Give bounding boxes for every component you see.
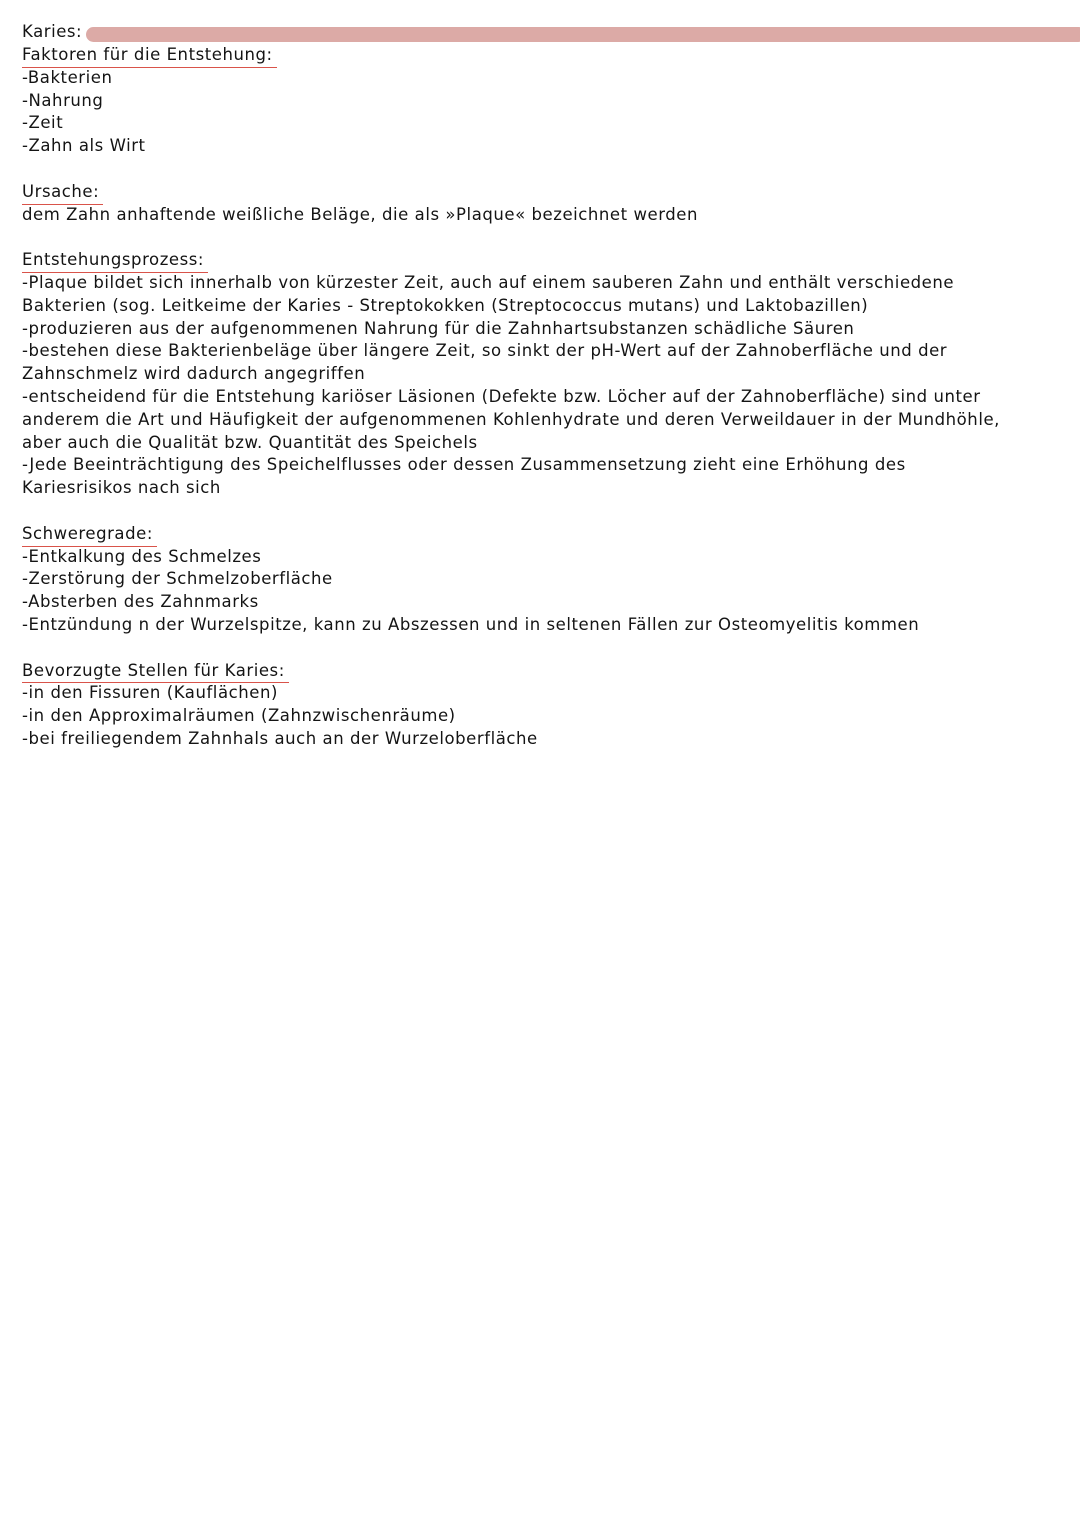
- list-item: -in den Fissuren (Kauflächen): [22, 683, 278, 703]
- entstehungsprozess-heading-row: [22, 249, 1062, 272]
- text-line: -Jede Beeinträchtigung des Speichelflusses oder dessen Zusammensetzung zieht eine Erhöhung des: [22, 455, 906, 475]
- schweregrade-heading: Schweregrade:: [22, 523, 157, 547]
- title-highlight-bar: [86, 27, 1080, 42]
- list-item: -Zeit: [22, 113, 64, 133]
- text-line: -bestehen diese Bakterienbeläge über längere Zeit, so sinkt der pH-Wert auf der Zahnoberfläche und der: [22, 341, 948, 361]
- title-row: [22, 20, 1062, 44]
- text-line: -entscheidend für die Entstehung kariöser Läsionen (Defekte bzw. Löcher auf der Zahnoberfläche) sind unter: [22, 386, 981, 406]
- list-item: -Entkalkung des Schmelzes: [22, 546, 262, 566]
- list-item: -Bakterien: [22, 67, 113, 87]
- list-item: -Zahn als Wirt: [22, 136, 146, 156]
- ursache-heading-row: [22, 181, 1062, 204]
- stellen-heading: Bevorzugte Stellen für Karies:: [22, 660, 289, 684]
- note-page: [22, 20, 1062, 751]
- ursache-heading: Ursache:: [22, 181, 103, 205]
- text-line: -produzieren aus der aufgenommenen Nahrung für die Zahnhartsubstanzen schädliche Säuren: [22, 318, 855, 338]
- text-line: aber auch die Qualität bzw. Quantität des Speichels: [22, 432, 478, 452]
- faktoren-heading-row: [22, 44, 1062, 67]
- list-item: -Zerstörung der Schmelzoberfläche: [22, 569, 333, 589]
- text-line: -Plaque bildet sich innerhalb von kürzester Zeit, auch auf einem sauberen Zahn und enthält verschiedene: [22, 272, 955, 292]
- text-line: Bakterien (sog. Leitkeime der Karies - Streptokokken (Streptococcus mutans) und Laktobazillen): [22, 295, 869, 315]
- list-item: -Absterben des Zahnmarks: [22, 592, 259, 612]
- list-item: -Entzündung n der Wurzelspitze, kann zu Abszessen und in seltenen Fällen zur Osteomyelitis kommen: [22, 614, 920, 634]
- list-item: -in den Approximalräumen (Zahnzwischenräume): [22, 706, 456, 726]
- text-line: anderem die Art und Häufigkeit der aufgenommenen Kohlenhydrate und deren Verweildauer in der Mundhöhle,: [22, 409, 1000, 429]
- stellen-heading-row: [22, 660, 1062, 683]
- faktoren-heading: Faktoren für die Entstehung:: [22, 44, 277, 68]
- list-item: -Nahrung: [22, 90, 104, 110]
- list-item: -bei freiliegendem Zahnhals auch an der Wurzeloberfläche: [22, 728, 538, 748]
- entstehungsprozess-heading: Entstehungsprozess:: [22, 249, 208, 273]
- text-line: Kariesrisikos nach sich: [22, 478, 221, 498]
- text-line: Zahnschmelz wird dadurch angegriffen: [22, 364, 366, 384]
- page-title: Karies:: [22, 22, 83, 41]
- schweregrade-heading-row: [22, 523, 1062, 546]
- text-line: dem Zahn anhaftende weißliche Beläge, die als »Plaque« bezeichnet werden: [22, 204, 698, 224]
